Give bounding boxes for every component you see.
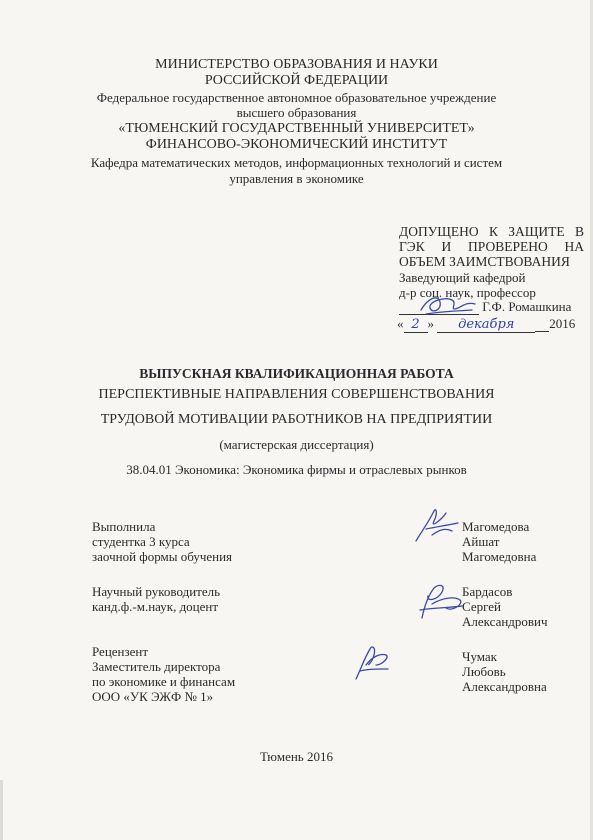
supervisor-signature	[416, 582, 466, 622]
reviewer-name-2: Любовь	[462, 664, 506, 679]
date-day: 2	[411, 317, 420, 332]
author-signature	[412, 505, 462, 545]
reviewer-name-3: Александровна	[462, 679, 547, 694]
approval-line-2: ГЭК И ПРОВЕРЕНО НА	[399, 239, 584, 254]
supervisor-name-3: Александрович	[462, 614, 548, 629]
approver-name: Г.Ф. Ромашкина	[482, 299, 572, 314]
institute-name: ФИНАНСОВО-ЭКОНОМИЧЕСКИЙ ИНСТИТУТ	[145, 137, 448, 152]
approver-degree: д-р соц. наук, профессор	[399, 285, 536, 300]
approval-line-3: ОБЪЕМ ЗАИМСТВОВАНИЯ	[399, 254, 570, 269]
university-name: «ТЮМЕНСКИЙ ГОСУДАРСТВЕННЫЙ УНИВЕРСИТЕТ»	[118, 121, 475, 136]
approval-line-1: ДОПУЩЕНО К ЗАЩИТЕ В	[399, 224, 584, 239]
approval-date	[397, 316, 575, 333]
author-role-2: студентка 3 курса	[92, 534, 190, 549]
supervisor-role-2: канд.ф.-м.наук, доцент	[92, 599, 219, 614]
specialty: 38.04.01 Экономика: Экономика фирмы и отраслевых рынков	[126, 462, 467, 477]
department-line-1: Кафедра математических методов, информационных технологий и систем	[90, 155, 503, 170]
supervisor-name-1: Бардасов	[462, 584, 513, 599]
ministry-line-1: МИНИСТЕРСТВО ОБРАЗОВАНИЯ И НАУКИ	[155, 57, 438, 72]
approver-position: Заведующий кафедрой	[399, 270, 526, 285]
thesis-title-line-2: ТРУДОВОЙ МОТИВАЦИИ РАБОТНИКОВ НА ПРЕДПРИЯТИИ	[100, 412, 493, 427]
reviewer-signature	[352, 643, 392, 683]
reviewer-role-3: по экономике и финансам	[92, 674, 236, 689]
department-line-2: управления в экономике	[229, 171, 364, 186]
date-month: декабря	[458, 317, 515, 332]
author-role-3: заочной формы обучения	[92, 549, 233, 564]
institution-line-2: высшего образования	[236, 105, 357, 120]
thesis-subtitle: (магистерская диссертация)	[219, 437, 374, 452]
date-year: 2016	[549, 316, 576, 331]
author-name-3: Магомедовна	[462, 549, 537, 564]
supervisor-name-2: Сергей	[462, 599, 501, 614]
date-open-quote: «	[397, 316, 404, 331]
ministry-line-2: РОССИЙСКОЙ ФЕДЕРАЦИИ	[204, 73, 389, 88]
thesis-title-line-1: ПЕРСПЕКТИВНЫЕ НАПРАВЛЕНИЯ СОВЕРШЕНСТВОВАНИЯ	[98, 387, 495, 402]
institution-line-1: Федеральное государственное автономное образовательное учреждение	[96, 90, 497, 105]
date-close-quote: »	[427, 316, 434, 331]
reviewer-name-1: Чумак	[462, 649, 498, 664]
city-year: Тюмень 2016	[260, 749, 333, 764]
author-name-1: Магомедова	[462, 519, 530, 534]
reviewer-role-1: Рецензент	[92, 644, 149, 659]
thesis-type: ВЫПУСКНАЯ КВАЛИФИКАЦИОННАЯ РАБОТА	[139, 366, 454, 381]
reviewer-role-4: ООО «УК ЭЖФ № 1»	[92, 689, 214, 704]
reviewer-role-2: Заместитель директора	[92, 659, 221, 674]
author-role-1: Выполнила	[92, 519, 156, 534]
supervisor-role-1: Научный руководитель	[92, 584, 221, 599]
scan-corner-shadow	[0, 780, 3, 840]
author-name-2: Айшат	[462, 534, 500, 549]
approver-signature	[418, 292, 478, 318]
